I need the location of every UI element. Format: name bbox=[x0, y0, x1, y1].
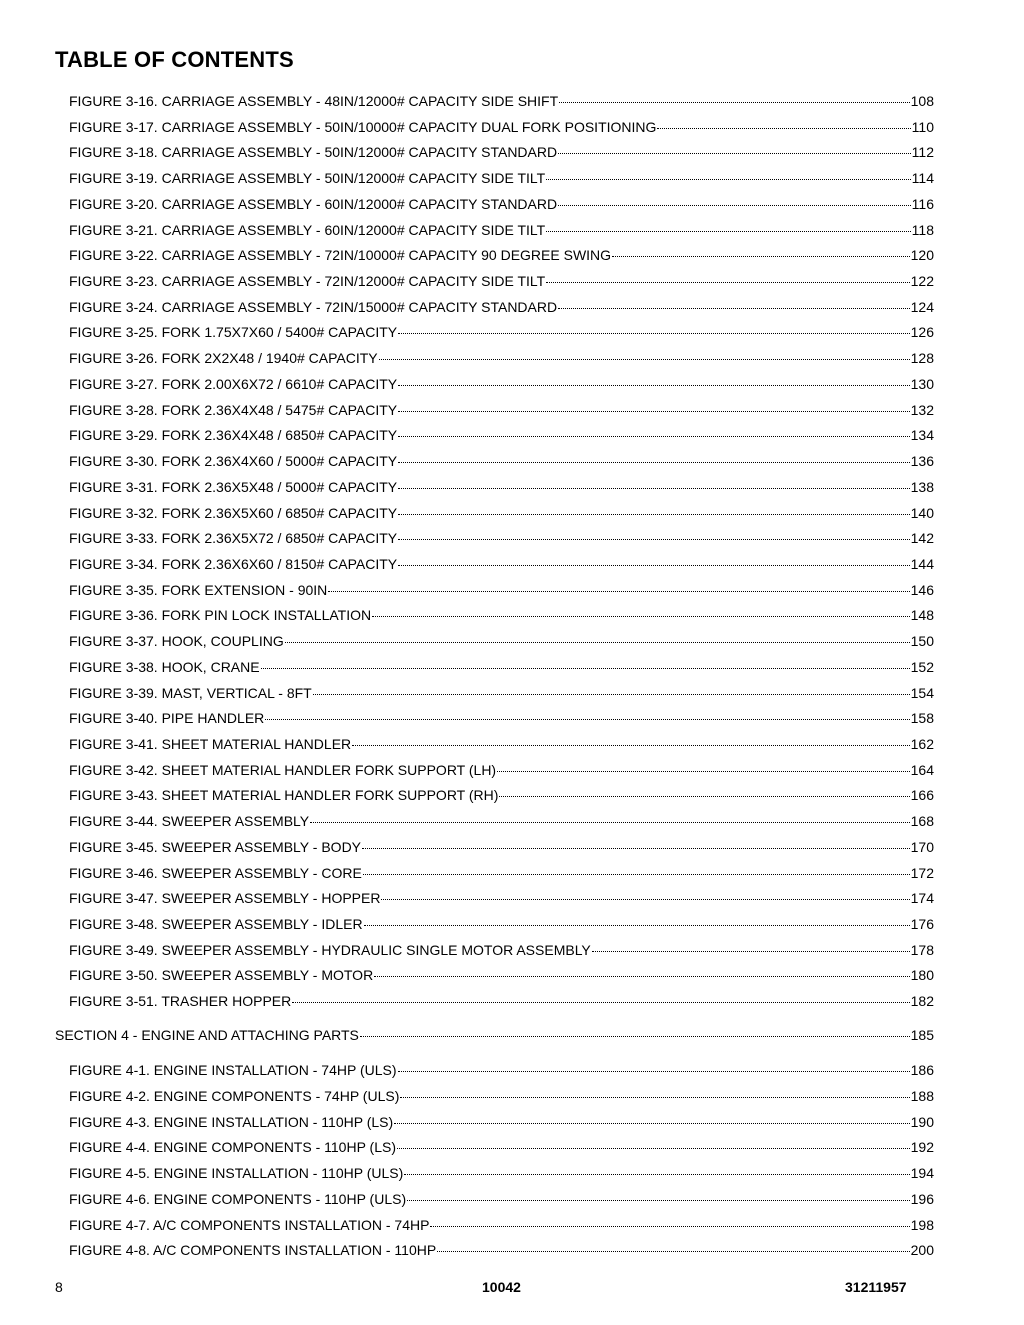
toc-entry-page: 194 bbox=[910, 1165, 934, 1181]
toc-dot-leader bbox=[364, 924, 910, 926]
toc-entry[interactable] bbox=[69, 685, 934, 701]
toc-entry[interactable] bbox=[69, 607, 934, 623]
toc-entry[interactable] bbox=[69, 479, 934, 495]
toc-entry[interactable] bbox=[69, 916, 934, 932]
toc-entry-label: FIGURE 3-41. SHEET MATERIAL HANDLER bbox=[69, 736, 352, 752]
toc-entry-label: FIGURE 3-50. SWEEPER ASSEMBLY - MOTOR bbox=[69, 967, 374, 983]
toc-entry-page: 122 bbox=[910, 273, 934, 289]
toc-entry[interactable] bbox=[69, 350, 934, 366]
toc-entry[interactable] bbox=[69, 736, 934, 752]
toc-entry-label: FIGURE 3-46. SWEEPER ASSEMBLY - CORE bbox=[69, 865, 362, 881]
toc-entry-page: 180 bbox=[910, 967, 934, 983]
toc-entry-page: 120 bbox=[910, 247, 934, 263]
toc-entry[interactable] bbox=[69, 1062, 934, 1078]
toc-entry[interactable] bbox=[69, 556, 934, 572]
toc-entry-page: 192 bbox=[910, 1139, 934, 1155]
toc-entry[interactable] bbox=[69, 787, 934, 803]
toc-dot-leader bbox=[372, 615, 910, 617]
toc-entry-page: 166 bbox=[910, 787, 934, 803]
toc-entry-page: 116 bbox=[911, 196, 934, 212]
toc-entry-page: 118 bbox=[911, 222, 934, 238]
toc-entry[interactable] bbox=[69, 299, 934, 315]
toc-entry-page: 140 bbox=[910, 505, 934, 521]
toc-entry[interactable] bbox=[69, 273, 934, 289]
toc-entry-label: FIGURE 3-51. TRASHER HOPPER bbox=[69, 993, 292, 1009]
toc-entry-label: FIGURE 3-35. FORK EXTENSION - 90IN bbox=[69, 582, 328, 598]
toc-entry-label: FIGURE 3-33. FORK 2.36X5X72 / 6850# CAPACITY bbox=[69, 530, 398, 546]
toc-dot-leader bbox=[374, 975, 909, 977]
footer-part-number: 31211957 bbox=[845, 1279, 907, 1295]
toc-entry[interactable] bbox=[69, 376, 934, 392]
toc-entry-page: 146 bbox=[910, 582, 934, 598]
toc-entry-label: FIGURE 3-21. CARRIAGE ASSEMBLY - 60IN/12000# CAPACITY SIDE TILT bbox=[69, 222, 546, 238]
toc-dot-leader bbox=[379, 358, 910, 360]
toc-entry[interactable] bbox=[69, 890, 934, 906]
toc-dot-leader bbox=[398, 564, 910, 566]
toc-dot-leader bbox=[398, 1070, 910, 1072]
toc-dot-leader bbox=[261, 667, 910, 669]
toc-entry-page: 144 bbox=[910, 556, 934, 572]
toc-entry-page: 128 bbox=[910, 350, 934, 366]
toc-entry-label: FIGURE 3-48. SWEEPER ASSEMBLY - IDLER bbox=[69, 916, 363, 932]
toc-dot-leader bbox=[499, 795, 909, 797]
toc-entry-label: FIGURE 3-18. CARRIAGE ASSEMBLY - 50IN/12000# CAPACITY STANDARD bbox=[69, 144, 558, 160]
toc-dot-leader bbox=[398, 461, 910, 463]
toc-entry-label: FIGURE 3-45. SWEEPER ASSEMBLY - BODY bbox=[69, 839, 362, 855]
toc-dot-leader bbox=[398, 513, 910, 515]
toc-dot-leader bbox=[398, 538, 910, 540]
toc-entry-page: 170 bbox=[910, 839, 934, 855]
toc-dot-leader bbox=[546, 230, 910, 232]
toc-entry[interactable] bbox=[69, 865, 934, 881]
toc-entry-label: FIGURE 4-5. ENGINE INSTALLATION - 110HP (ULS) bbox=[69, 1165, 404, 1181]
toc-dot-leader bbox=[398, 435, 910, 437]
toc-entry-label: SECTION 4 - ENGINE AND ATTACHING PARTS bbox=[55, 1027, 359, 1043]
toc-entry-label: FIGURE 4-7. A/C COMPONENTS INSTALLATION - 74HP bbox=[69, 1217, 430, 1233]
toc-dot-leader bbox=[657, 127, 910, 129]
toc-entry[interactable] bbox=[69, 324, 934, 340]
toc-entry-label: FIGURE 3-34. FORK 2.36X6X60 / 8150# CAPACITY bbox=[69, 556, 398, 572]
toc-entry-label: FIGURE 3-29. FORK 2.36X4X48 / 6850# CAPACITY bbox=[69, 427, 398, 443]
toc-entry-page: 185 bbox=[910, 1027, 934, 1043]
toc-entry-page: 200 bbox=[910, 1242, 934, 1258]
toc-entry-label: FIGURE 3-16. CARRIAGE ASSEMBLY - 48IN/12000# CAPACITY SIDE SHIFT bbox=[69, 93, 559, 109]
toc-dot-leader bbox=[285, 641, 910, 643]
toc-entry-label: FIGURE 3-24. CARRIAGE ASSEMBLY - 72IN/15000# CAPACITY STANDARD bbox=[69, 299, 558, 315]
toc-entry-label: FIGURE 3-30. FORK 2.36X4X60 / 5000# CAPACITY bbox=[69, 453, 398, 469]
toc-dot-leader bbox=[400, 1096, 909, 1098]
toc-dot-leader bbox=[362, 847, 910, 849]
toc-entry-page: 158 bbox=[910, 710, 934, 726]
toc-entry[interactable] bbox=[69, 710, 934, 726]
toc-entry-page: 162 bbox=[910, 736, 934, 752]
toc-entry-page: 124 bbox=[910, 299, 934, 315]
toc-entry-label: FIGURE 3-42. SHEET MATERIAL HANDLER FORK SUPPORT (LH) bbox=[69, 762, 497, 778]
toc-dot-leader bbox=[394, 1122, 909, 1124]
toc-dot-leader bbox=[265, 718, 909, 720]
toc-entry-page: 112 bbox=[911, 144, 934, 160]
toc-entry-label: FIGURE 3-47. SWEEPER ASSEMBLY - HOPPER bbox=[69, 890, 381, 906]
toc-dot-leader bbox=[437, 1250, 909, 1252]
toc-entry-page: 178 bbox=[910, 942, 934, 958]
toc-entry-page: 196 bbox=[910, 1191, 934, 1207]
toc-entry-label: FIGURE 3-37. HOOK, COUPLING bbox=[69, 633, 284, 649]
toc-entry[interactable] bbox=[69, 222, 934, 238]
toc-entry-label: FIGURE 4-4. ENGINE COMPONENTS - 110HP (LS) bbox=[69, 1139, 396, 1155]
toc-entry-page: 154 bbox=[910, 685, 934, 701]
toc-entry-page: 114 bbox=[911, 170, 934, 186]
footer-page-number: 8 bbox=[55, 1279, 63, 1295]
toc-entry-page: 142 bbox=[910, 530, 934, 546]
toc-entry-label: FIGURE 3-43. SHEET MATERIAL HANDLER FORK SUPPORT (RH) bbox=[69, 787, 499, 803]
toc-entry-label: FIGURE 3-36. FORK PIN LOCK INSTALLATION bbox=[69, 607, 372, 623]
toc-entry[interactable] bbox=[69, 453, 934, 469]
toc-entry-label: FIGURE 3-49. SWEEPER ASSEMBLY - HYDRAULIC SINGLE MOTOR ASSEMBLY bbox=[69, 942, 591, 958]
toc-dot-leader bbox=[313, 693, 910, 695]
toc-entry[interactable] bbox=[69, 530, 934, 546]
toc-entry-page: 134 bbox=[910, 427, 934, 443]
toc-entry-page: 150 bbox=[910, 633, 934, 649]
toc-entry[interactable] bbox=[69, 1139, 934, 1155]
toc-dot-leader bbox=[558, 152, 911, 154]
toc-dot-leader bbox=[292, 1001, 909, 1003]
toc-entry[interactable] bbox=[69, 93, 934, 109]
toc-entry[interactable] bbox=[69, 659, 934, 675]
toc-entry-page: 138 bbox=[910, 479, 934, 495]
toc-entry-label: FIGURE 4-8. A/C COMPONENTS INSTALLATION - 110HP bbox=[69, 1242, 437, 1258]
toc-entry[interactable] bbox=[69, 1217, 934, 1233]
toc-entry[interactable] bbox=[69, 582, 934, 598]
toc-entry[interactable] bbox=[69, 967, 934, 983]
toc-dot-leader bbox=[592, 950, 910, 952]
toc-entry-label: FIGURE 3-20. CARRIAGE ASSEMBLY - 60IN/12000# CAPACITY STANDARD bbox=[69, 196, 558, 212]
toc-entry[interactable] bbox=[69, 633, 934, 649]
toc-entry-label: FIGURE 4-2. ENGINE COMPONENTS - 74HP (ULS) bbox=[69, 1088, 400, 1104]
toc-dot-leader bbox=[404, 1173, 909, 1175]
toc-entry-page: 164 bbox=[910, 762, 934, 778]
toc-dot-leader bbox=[398, 410, 910, 412]
toc-entry-page: 132 bbox=[910, 402, 934, 418]
toc-dot-leader bbox=[546, 178, 910, 180]
toc-entry-page: 172 bbox=[910, 865, 934, 881]
toc-entry-page: 176 bbox=[910, 916, 934, 932]
toc-entry[interactable] bbox=[69, 247, 934, 263]
toc-entry[interactable] bbox=[69, 1242, 934, 1258]
toc-entry-label: FIGURE 3-19. CARRIAGE ASSEMBLY - 50IN/12000# CAPACITY SIDE TILT bbox=[69, 170, 546, 186]
toc-entry[interactable] bbox=[69, 427, 934, 443]
toc-entry-label: FIGURE 3-38. HOOK, CRANE bbox=[69, 659, 260, 675]
toc-entry-page: 110 bbox=[911, 119, 934, 135]
toc-entry-label: FIGURE 3-17. CARRIAGE ASSEMBLY - 50IN/10000# CAPACITY DUAL FORK POSITIONING bbox=[69, 119, 657, 135]
toc-dot-leader bbox=[559, 101, 910, 103]
toc-dot-leader bbox=[398, 487, 910, 489]
toc-entry-label: FIGURE 3-44. SWEEPER ASSEMBLY bbox=[69, 813, 310, 829]
footer-document-code: 10042 bbox=[482, 1279, 521, 1295]
toc-entry[interactable] bbox=[69, 170, 934, 186]
toc-entry-page: 190 bbox=[910, 1114, 934, 1130]
toc-entry-page: 152 bbox=[910, 659, 934, 675]
toc-dot-leader bbox=[407, 1199, 910, 1201]
toc-dot-leader bbox=[430, 1225, 909, 1227]
toc-dot-leader bbox=[558, 204, 911, 206]
toc-entry[interactable] bbox=[69, 762, 934, 778]
toc-dot-leader bbox=[381, 898, 909, 900]
toc-entry-page: 130 bbox=[910, 376, 934, 392]
toc-entry-label: FIGURE 3-27. FORK 2.00X6X72 / 6610# CAPACITY bbox=[69, 376, 398, 392]
toc-dot-leader bbox=[398, 384, 910, 386]
toc-entry-label: FIGURE 3-40. PIPE HANDLER bbox=[69, 710, 265, 726]
toc-dot-leader bbox=[328, 590, 909, 592]
toc-entry[interactable] bbox=[69, 402, 934, 418]
toc-entry-page: 186 bbox=[910, 1062, 934, 1078]
toc-entry-label: FIGURE 3-25. FORK 1.75X7X60 / 5400# CAPACITY bbox=[69, 324, 398, 340]
toc-entry[interactable] bbox=[69, 505, 934, 521]
toc-dot-leader bbox=[352, 744, 910, 746]
toc-section-entry[interactable] bbox=[55, 1027, 934, 1043]
toc-entry-page: 108 bbox=[910, 93, 934, 109]
toc-entry-label: FIGURE 3-22. CARRIAGE ASSEMBLY - 72IN/10000# CAPACITY 90 DEGREE SWING bbox=[69, 247, 612, 263]
toc-entry-page: 174 bbox=[910, 890, 934, 906]
toc-entry-label: FIGURE 3-26. FORK 2X2X48 / 1940# CAPACITY bbox=[69, 350, 378, 366]
toc-entry[interactable] bbox=[69, 1165, 934, 1181]
toc-entry[interactable] bbox=[69, 1088, 934, 1104]
toc-entry-label: FIGURE 4-6. ENGINE COMPONENTS - 110HP (ULS) bbox=[69, 1191, 407, 1207]
toc-dot-leader bbox=[310, 821, 909, 823]
toc-entry-page: 182 bbox=[910, 993, 934, 1009]
toc-entry-label: FIGURE 4-3. ENGINE INSTALLATION - 110HP (LS) bbox=[69, 1114, 394, 1130]
toc-entry-page: 198 bbox=[910, 1217, 934, 1233]
toc-entry-label: FIGURE 3-32. FORK 2.36X5X60 / 6850# CAPACITY bbox=[69, 505, 398, 521]
toc-dot-leader bbox=[363, 873, 910, 875]
toc-entry[interactable] bbox=[69, 119, 934, 135]
toc-entry-label: FIGURE 4-1. ENGINE INSTALLATION - 74HP (ULS) bbox=[69, 1062, 397, 1078]
toc-entry[interactable] bbox=[69, 1191, 934, 1207]
toc-entry[interactable] bbox=[69, 942, 934, 958]
toc-entry[interactable] bbox=[69, 993, 934, 1009]
toc-entry-label: FIGURE 3-23. CARRIAGE ASSEMBLY - 72IN/12000# CAPACITY SIDE TILT bbox=[69, 273, 546, 289]
toc-entry-page: 188 bbox=[910, 1088, 934, 1104]
toc-entry[interactable] bbox=[69, 1114, 934, 1130]
toc-dot-leader bbox=[546, 281, 909, 283]
toc-entry-label: FIGURE 3-28. FORK 2.36X4X48 / 5475# CAPACITY bbox=[69, 402, 398, 418]
toc-dot-leader bbox=[398, 332, 910, 334]
toc-entry-label: FIGURE 3-31. FORK 2.36X5X48 / 5000# CAPACITY bbox=[69, 479, 398, 495]
toc-dot-leader bbox=[360, 1035, 910, 1037]
toc-entry[interactable] bbox=[69, 196, 934, 212]
toc-entry[interactable] bbox=[69, 813, 934, 829]
toc-dot-leader bbox=[397, 1147, 910, 1149]
toc-entry-page: 168 bbox=[910, 813, 934, 829]
toc-entry-page: 148 bbox=[910, 607, 934, 623]
toc-dot-leader bbox=[612, 255, 910, 257]
toc-dot-leader bbox=[558, 307, 910, 309]
page-title: TABLE OF CONTENTS bbox=[55, 47, 294, 72]
toc-entry-page: 136 bbox=[910, 453, 934, 469]
toc-entry[interactable] bbox=[69, 839, 934, 855]
toc-entry-label: FIGURE 3-39. MAST, VERTICAL - 8FT bbox=[69, 685, 312, 701]
toc-dot-leader bbox=[497, 770, 910, 772]
toc-entry[interactable] bbox=[69, 144, 934, 160]
toc-entry-page: 126 bbox=[910, 324, 934, 340]
